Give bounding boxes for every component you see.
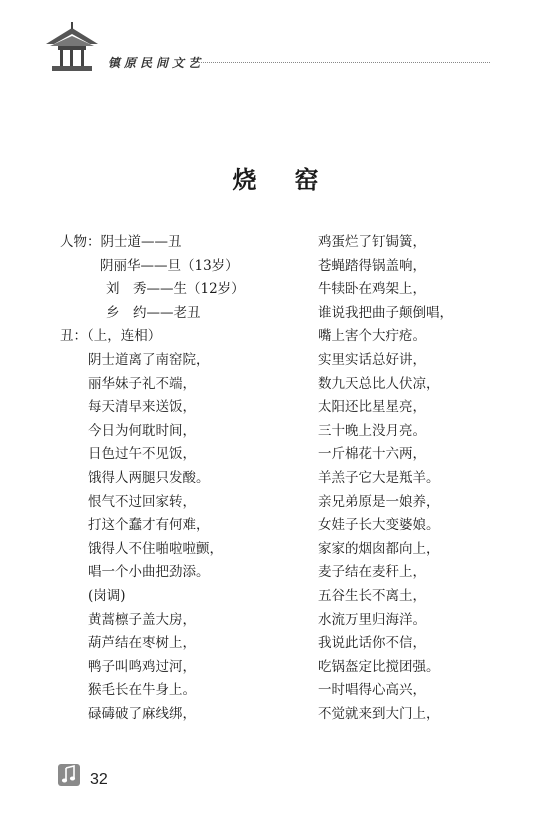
left-line: 乡 约——老丑: [106, 304, 201, 321]
left-line: 今日为何耽时间，: [88, 422, 196, 439]
left-line: 葫芦结在枣树上，: [88, 635, 196, 652]
left-line: 恨气不过回家转，: [88, 493, 196, 510]
left-line: 阴士道离了南窑院，: [88, 351, 210, 368]
left-line: 黄蒿檩子盖大房，: [88, 611, 196, 628]
right-line: 五谷生长不离土，: [318, 587, 426, 604]
left-line: 猴毛长在牛身上。: [88, 682, 196, 699]
right-line: 麦子结在麦秆上，: [318, 564, 426, 581]
right-line: 牛犊卧在鸡架上，: [318, 281, 426, 298]
right-line: 羊羔子它大是羝羊。: [318, 469, 440, 486]
right-line: 一斤棉花十六两，: [318, 446, 426, 463]
pavilion-icon: [44, 22, 100, 72]
left-line: 饿得人不住啪啦啦颤，: [88, 540, 223, 557]
right-line: 三十晚上没月亮。: [318, 422, 426, 439]
left-line: 日色过午不见饭，: [88, 446, 196, 463]
left-line: 丽华妹子礼不端，: [88, 375, 196, 392]
page-header: [0, 0, 551, 90]
left-line: 丑：（上，连相）: [60, 328, 162, 345]
left-line: 刘 秀——生（12岁）: [106, 281, 245, 298]
left-line: 饿得人两腿只发酸。: [88, 469, 210, 486]
right-line: 水流万里归海洋。: [318, 611, 426, 628]
left-line: 打这个蠢才有何难，: [88, 517, 210, 534]
music-note-icon: [58, 764, 80, 786]
left-line: 碌碡破了麻线绑，: [88, 705, 196, 722]
header-dotted-line: [198, 62, 490, 63]
right-line: 吃锅盔定比搅团强。: [318, 658, 440, 675]
left-line: (岗调): [88, 587, 126, 604]
right-line: 数九天总比人伏凉，: [318, 375, 440, 392]
right-column: [318, 231, 518, 726]
right-line: 不觉就来到大门上，: [318, 705, 440, 722]
page-title: 烧窑: [232, 165, 357, 194]
left-line: 阴丽华——旦（13岁）: [100, 257, 239, 274]
left-line: 每天清早来送饭，: [88, 399, 196, 416]
right-line: 实里实话总好讲，: [318, 351, 426, 368]
page-footer: [58, 764, 108, 790]
right-line: 家家的烟囱都向上，: [318, 540, 440, 557]
left-line: 人物：阴士道——丑: [60, 234, 182, 250]
right-line: 我说此话你不信，: [318, 635, 426, 652]
right-line: 一时唱得心高兴，: [318, 682, 426, 699]
right-line: 鸡蛋烂了钉锔簧，: [318, 234, 426, 250]
right-line: 太阳还比星星亮，: [318, 399, 426, 416]
right-line: 嘴上害个大疔疮。: [318, 328, 426, 345]
left-line: 唱一个小曲把劲添。: [88, 564, 210, 581]
left-line: 鸭子叫鸣鸡过河，: [88, 658, 196, 675]
right-line: 苍蝇踏得锅盖响，: [318, 257, 426, 274]
right-line: 女娃子长大变婆娘。: [318, 517, 440, 534]
left-column: [60, 231, 300, 726]
right-line: 谁说我把曲子颠倒唱，: [318, 304, 453, 321]
series-title: 镇原民间文艺: [108, 56, 205, 70]
page-number: 32: [90, 771, 108, 788]
right-line: 亲兄弟原是一娘养，: [318, 493, 440, 510]
